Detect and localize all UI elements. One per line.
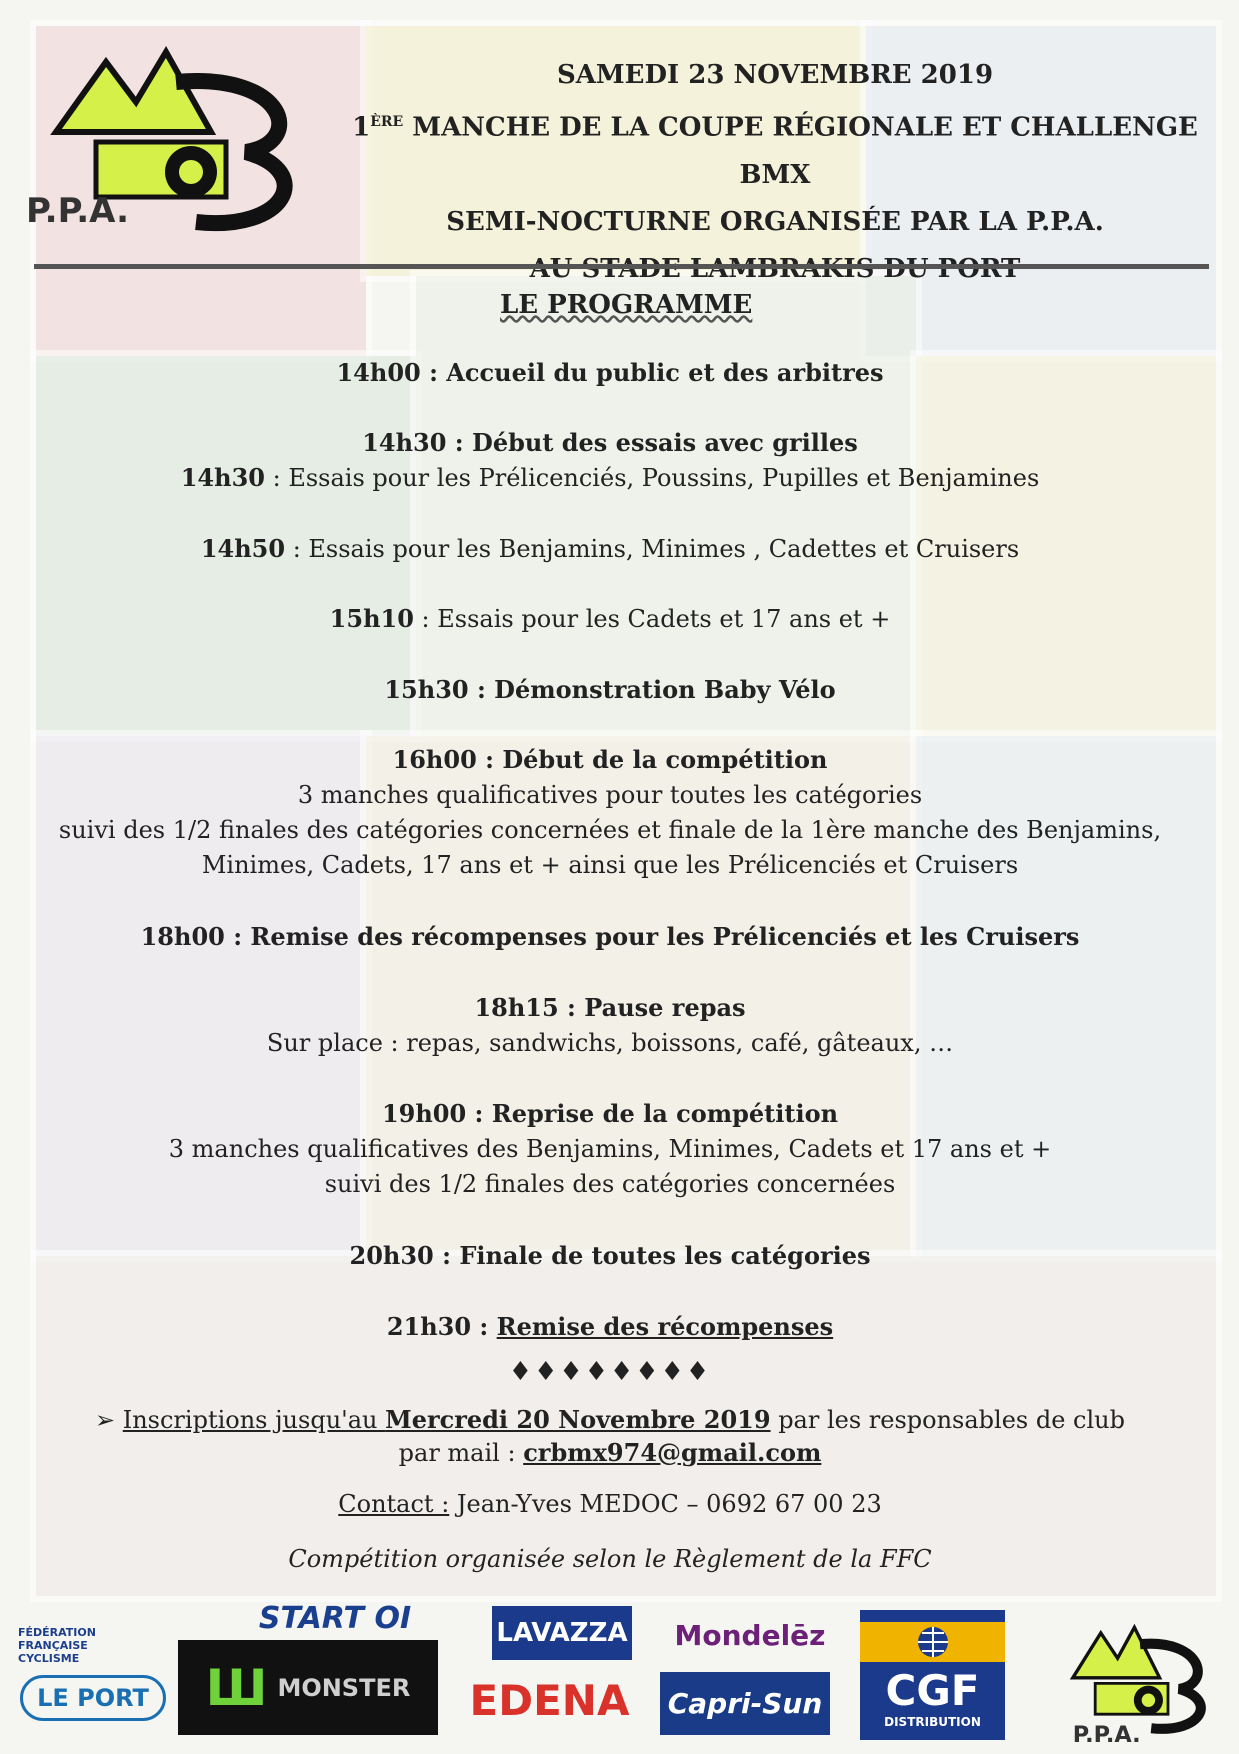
programme-line: Sur place : repas, sandwichs, boissons, café, gâteaux, … <box>266 1029 954 1057</box>
programme-line: Minimes, Cadets, 17 ans et + ainsi que les Prélicenciés et Cruisers <box>201 851 1019 879</box>
programme-line: suivi des 1/2 finales des catégories concernées <box>324 1170 896 1198</box>
programme-time: 14h50 <box>200 534 286 563</box>
cgf-logo <box>860 1610 1005 1740</box>
header-venue <box>345 246 1205 293</box>
contact-line <box>50 1490 1170 1518</box>
leport-text: LE PORT <box>20 1675 166 1721</box>
globe-icon <box>860 1622 1005 1662</box>
monster-claw-icon: Ш <box>205 1658 268 1717</box>
programme-title: LE PROGRAMME <box>500 290 753 320</box>
programme-text: : Essais pour les Prélicenciés, Poussins, Pupilles et Benjamines <box>264 464 1040 492</box>
monster-text: MONSTER <box>277 1673 411 1702</box>
programme-line: 14h30 : Début des essais avec grilles <box>362 428 858 457</box>
header-ordinal-sup: ÈRE <box>370 114 404 130</box>
inscriptions-suffix: par les responsables de club <box>770 1406 1125 1434</box>
caprisun-logo: Capri-Sun <box>660 1672 830 1735</box>
programme-text: Remise des récompenses <box>496 1312 834 1341</box>
leport-logo <box>18 1660 168 1735</box>
programme-time: 21h30 : <box>386 1312 497 1341</box>
programme-line <box>50 1312 1170 1341</box>
header-organizer: SEMI-NOCTURNE ORGANISÉE PAR LA P.P.A. <box>446 206 1104 237</box>
mail-link[interactable]: crbmx974@gmail.com <box>523 1438 822 1467</box>
ppa-logo-text: P.P.A. <box>26 191 130 231</box>
programme-line: 14h00 : Accueil du public et des arbitres <box>336 358 884 387</box>
programme-line: 15h30 : Démonstration Baby Vélo <box>384 675 836 704</box>
inscriptions-prefix: Inscriptions jusqu'au <box>122 1406 386 1434</box>
programme-line <box>50 463 1170 492</box>
programme-line: 3 manches qualificatives pour toutes les catégories <box>297 781 923 809</box>
programme-line: 3 manches qualificatives des Benjamins, Minimes, Cadets et 17 ans et + <box>168 1135 1052 1163</box>
header-ordinal: 1 <box>352 112 371 143</box>
ffc-line: FÉDÉRATION <box>18 1625 96 1639</box>
programme-line <box>50 534 1170 563</box>
programme-time: 14h30 <box>180 463 265 492</box>
programme-time: 15h10 <box>329 604 414 633</box>
programme-line: 20h30 : Finale de toutes les catégories <box>349 1241 871 1270</box>
programme-line: 19h00 : Reprise de la compétition <box>381 1099 839 1128</box>
edena-logo: EDENA <box>469 1675 630 1725</box>
header-title <box>345 99 1205 199</box>
cgf-text: CGF <box>885 1665 980 1715</box>
diamond-separator: ♦♦♦♦♦♦♦♦ <box>508 1357 712 1387</box>
contact-text: Jean-Yves MEDOC – 0692 67 00 23 <box>449 1490 882 1518</box>
header-title-rest: MANCHE DE LA COUPE RÉGIONALE ET CHALLENGE BMX <box>403 112 1198 190</box>
programme-line: 18h00 : Remise des récompenses pour les Prélicenciés et les Cruisers <box>140 922 1080 951</box>
mondelez-logo: Mondelēz <box>674 1618 826 1652</box>
start-oi-logo: START OI <box>258 1600 412 1636</box>
mail-label: par mail : <box>398 1439 524 1467</box>
footer-note: Compétition organisée selon le Règlement de la FFC <box>288 1545 932 1573</box>
lavazza-logo: LAVAZZA <box>492 1606 632 1660</box>
arrow-icon: ➢ <box>94 1406 116 1434</box>
ffc-line: CYCLISME <box>18 1651 80 1665</box>
header-date: SAMEDI 23 NOVEMBRE 2019 <box>556 60 994 90</box>
programme-line <box>50 604 1170 633</box>
contact-label: Contact : <box>338 1490 450 1518</box>
ppa-logo-footer <box>1055 1605 1225 1745</box>
programme-text: : Essais pour les Benjamins, Minimes , Cadettes et Cruisers <box>285 535 1020 563</box>
programme-line: suivi des 1/2 finales des catégories concernées et finale de la 1ère manche des Benjamins, <box>58 816 1162 844</box>
header-divider <box>34 264 1209 269</box>
ppa-logo <box>26 22 326 232</box>
programme-line: 16h00 : Début de la compétition <box>392 745 828 774</box>
cgf-sub: DISTRIBUTION <box>884 1714 981 1729</box>
monster-logo <box>178 1640 438 1735</box>
inscriptions-date: Mercredi 20 Novembre 2019 <box>385 1405 771 1434</box>
event-header <box>345 52 1205 293</box>
ppa-logo-footer-text: P.P.A. <box>1072 1722 1141 1745</box>
programme-text: : Essais pour les Cadets et 17 ans et + <box>413 605 891 633</box>
inscriptions-line <box>50 1405 1170 1434</box>
mail-line <box>50 1438 1170 1467</box>
ffc-line: FRANÇAISE <box>18 1638 88 1652</box>
programme-line: 18h15 : Pause repas <box>474 993 746 1022</box>
